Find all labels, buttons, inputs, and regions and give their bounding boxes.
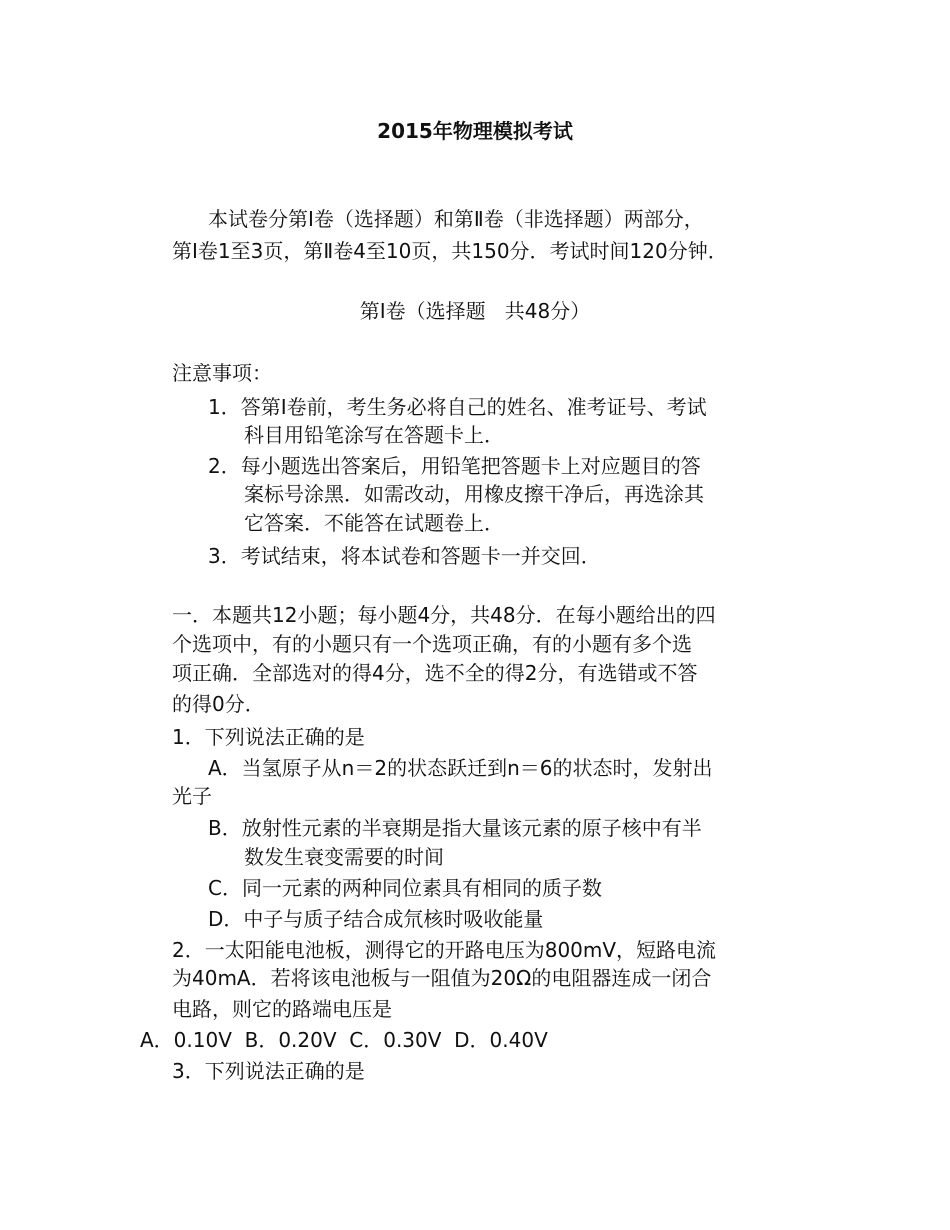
- section1-line-3: 项正确．全部选对的得4分，选不全的得2分，有选错或不答: [172, 661, 698, 685]
- q2-options: A．0.10V B．0.20V C．0.30V D．0.40V: [140, 1028, 548, 1052]
- q1-stem: 1．下列说法正确的是: [172, 725, 365, 749]
- notice-item-3: 3．考试结束，将本试卷和答题卡一并交回．: [208, 544, 601, 568]
- section1-line-2: 个选项中，有的小题只有一个选项正确，有的小题有多个选: [172, 632, 692, 656]
- notice-item-2: 2．每小题选出答案后，用铅笔把答题卡上对应题目的答: [208, 454, 701, 478]
- q2-line-1: 2．一太阳能电池板，测得它的开路电压为800mV，短路电流: [172, 938, 717, 962]
- q2-line-2: 为40mA．若将该电池板与一阻值为20Ω的电阻器连成一闭合: [172, 966, 712, 990]
- notice-heading: 注意事项：: [172, 361, 272, 385]
- q1-option-b-cont: 数发生衰变需要的时间: [244, 845, 444, 869]
- q1-option-d: D．中子与质子结合成氘核时吸收能量: [208, 907, 544, 931]
- section1-line-4: 的得0分．: [172, 692, 265, 716]
- intro-line-1: 本试卷分第Ⅰ卷（选择题）和第Ⅱ卷（非选择题）两部分，: [208, 207, 704, 231]
- q2-line-3: 电路，则它的路端电压是: [172, 997, 392, 1021]
- q1-option-c: C．同一元素的两种同位素具有相同的质子数: [208, 876, 602, 900]
- q3-stem: 3．下列说法正确的是: [172, 1059, 365, 1083]
- section1-line-1: 一．本题共12小题；每小题4分，共48分．在每小题给出的四: [172, 603, 716, 627]
- notice-item-1: 1．答第Ⅰ卷前，考生务必将自己的姓名、准考证号、考试: [208, 395, 707, 419]
- part1-heading: 第Ⅰ卷（选择题 共48分）: [359, 299, 591, 323]
- q1-option-a-cont: 光子: [172, 784, 212, 808]
- exam-title: 2015年物理模拟考试: [377, 119, 573, 143]
- notice-item-2-cont: 案标号涂黑．如需改动，用橡皮擦干净后，再选涂其: [244, 482, 704, 506]
- notice-item-2-cont2: 它答案．不能答在试题卷上．: [244, 511, 504, 535]
- intro-line-2: 第Ⅰ卷1至3页，第Ⅱ卷4至10页，共150分．考试时间120分钟．: [172, 239, 728, 263]
- notice-item-1-cont: 科目用铅笔涂写在答题卡上．: [244, 423, 504, 447]
- q1-option-b: B．放射性元素的半衰期是指大量该元素的原子核中有半: [208, 816, 702, 840]
- q1-option-a: A．当氢原子从n＝2的状态跃迁到n＝6的状态时，发射出: [208, 756, 713, 780]
